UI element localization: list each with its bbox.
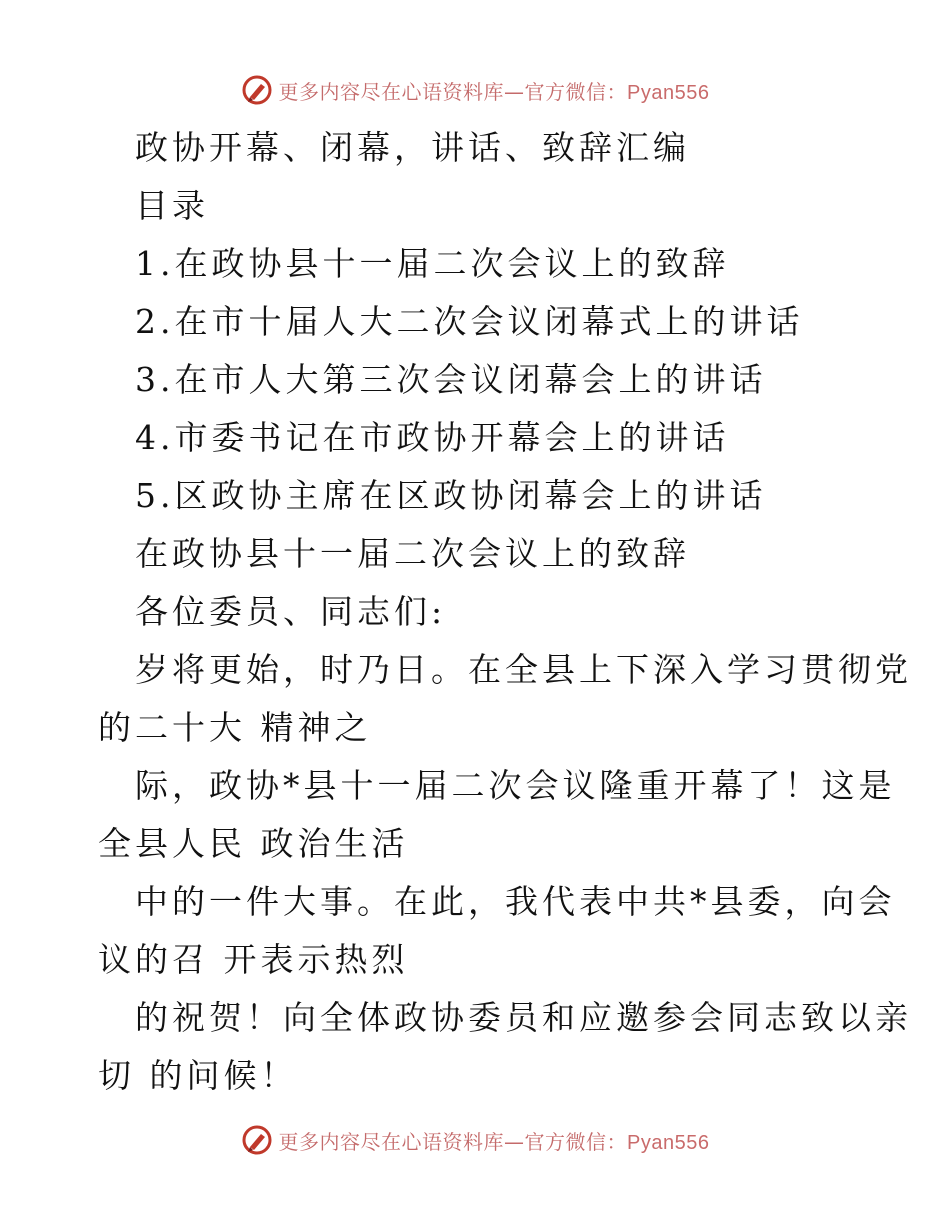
body-line: 议的召 开表示热烈 xyxy=(98,940,409,979)
body-line: 岁将更始，时乃日。在全县上下深入学习贯彻党 xyxy=(135,650,912,689)
body-line: 的二十大 精神之 xyxy=(98,708,372,747)
toc-heading: 目录 xyxy=(135,186,209,225)
body-line: 际，政协*县十一届二次会议隆重开幕了！这是 xyxy=(135,766,896,805)
pen-circle-logo-icon xyxy=(241,74,273,106)
header-banner xyxy=(0,70,950,110)
toc-item-1: 1.在政协县十一届二次会议上的致辞 xyxy=(135,244,730,283)
toc-item-5: 5.区政协主席在区政协闭幕会上的讲话 xyxy=(135,476,767,515)
body-line: 中的一件大事。在此，我代表中共*县委，向会 xyxy=(135,882,896,921)
toc-item-3: 3.在市人大第三次会议闭幕会上的讲话 xyxy=(135,360,767,399)
toc-item-4: 4.市委书记在市政协开幕会上的讲话 xyxy=(135,418,730,457)
banner-text: 更多内容尽在心语资料库—官方微信：Pyan556 xyxy=(278,79,710,104)
body-line: 切 的问候！ xyxy=(98,1056,298,1095)
body-line: 的祝贺！向全体政协委员和应邀参会同志致以亲 xyxy=(135,998,912,1037)
salutation: 各位委员、同志们: xyxy=(135,592,447,631)
body-line: 全县人民 政治生活 xyxy=(98,824,409,863)
banner-text: 更多内容尽在心语资料库—官方微信：Pyan556 xyxy=(278,1129,710,1154)
footer-banner xyxy=(0,1120,950,1160)
toc-item-2: 2.在市十届人大二次会议闭幕式上的讲话 xyxy=(135,302,804,341)
document-title: 政协开幕、闭幕，讲话、致辞汇编 xyxy=(135,128,690,167)
pen-circle-logo-icon xyxy=(241,1124,273,1156)
section-title: 在政协县十一届二次会议上的致辞 xyxy=(135,534,690,573)
